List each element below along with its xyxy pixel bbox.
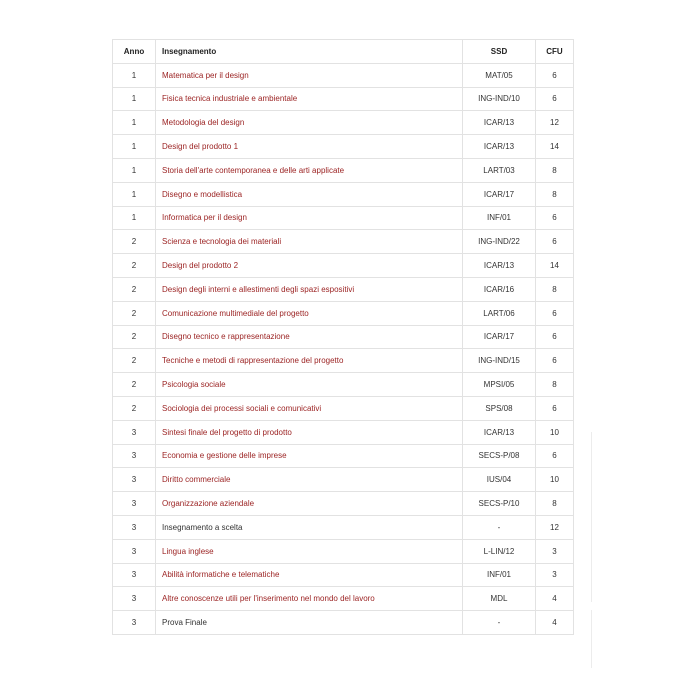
- cell-anno: 2: [113, 349, 156, 373]
- course-table-container: [112, 39, 573, 635]
- cell-ssd: INF/01: [463, 563, 536, 587]
- cell-anno: 3: [113, 611, 156, 635]
- cell-cfu: 6: [536, 396, 574, 420]
- table-row: [113, 135, 574, 159]
- cell-anno: 3: [113, 468, 156, 492]
- cell-ssd: INF/01: [463, 206, 536, 230]
- course-link[interactable]: Organizzazione aziendale: [156, 492, 463, 516]
- cell-cfu: 6: [536, 349, 574, 373]
- table-row: [113, 301, 574, 325]
- table-row: [113, 539, 574, 563]
- cell-anno: 3: [113, 539, 156, 563]
- table-row: [113, 611, 574, 635]
- table-row: [113, 563, 574, 587]
- cell-anno: 2: [113, 254, 156, 278]
- cell-ssd: SECS-P/08: [463, 444, 536, 468]
- cell-cfu: 6: [536, 444, 574, 468]
- course-link[interactable]: Scienza e tecnologia dei materiali: [156, 230, 463, 254]
- cell-ssd: SECS-P/10: [463, 492, 536, 516]
- cell-cfu: 8: [536, 492, 574, 516]
- table-row: [113, 111, 574, 135]
- course-link[interactable]: Metodologia del design: [156, 111, 463, 135]
- cell-ssd: ICAR/13: [463, 111, 536, 135]
- cell-ssd: ING-IND/22: [463, 230, 536, 254]
- cell-cfu: 6: [536, 63, 574, 87]
- cell-anno: 2: [113, 325, 156, 349]
- course-link[interactable]: Design degli interni e allestimenti degli spazi espositivi: [156, 277, 463, 301]
- cell-cfu: 14: [536, 254, 574, 278]
- cell-anno: 1: [113, 135, 156, 159]
- cell-anno: 2: [113, 277, 156, 301]
- table-row: [113, 254, 574, 278]
- header-insegnamento: Insegnamento: [156, 40, 463, 64]
- table-row: [113, 587, 574, 611]
- table-row: [113, 230, 574, 254]
- table-row: [113, 492, 574, 516]
- course-link[interactable]: Abilità informatiche e telematiche: [156, 563, 463, 587]
- cell-ssd: LART/06: [463, 301, 536, 325]
- cell-ssd: ING-IND/15: [463, 349, 536, 373]
- cell-ssd: ICAR/13: [463, 135, 536, 159]
- cell-cfu: 4: [536, 611, 574, 635]
- course-link[interactable]: Economia e gestione delle imprese: [156, 444, 463, 468]
- cell-ssd: ICAR/16: [463, 277, 536, 301]
- course-link[interactable]: Fisica tecnica industriale e ambientale: [156, 87, 463, 111]
- cell-anno: 2: [113, 373, 156, 397]
- table-row: [113, 373, 574, 397]
- course-link[interactable]: Matematica per il design: [156, 63, 463, 87]
- table-row: [113, 63, 574, 87]
- header-cfu: CFU: [536, 40, 574, 64]
- table-row: [113, 396, 574, 420]
- course-name: Insegnamento a scelta: [156, 515, 463, 539]
- cell-ssd: IUS/04: [463, 468, 536, 492]
- cell-ssd: ICAR/17: [463, 325, 536, 349]
- cell-anno: 1: [113, 182, 156, 206]
- cell-anno: 3: [113, 515, 156, 539]
- cell-cfu: 6: [536, 230, 574, 254]
- cell-ssd: MDL: [463, 587, 536, 611]
- table-header: [113, 40, 574, 64]
- course-table: [112, 39, 574, 635]
- cell-anno: 2: [113, 301, 156, 325]
- course-link[interactable]: Psicologia sociale: [156, 373, 463, 397]
- course-link[interactable]: Informatica per il design: [156, 206, 463, 230]
- cell-anno: 3: [113, 444, 156, 468]
- course-link[interactable]: Sociologia dei processi sociali e comunicativi: [156, 396, 463, 420]
- cell-ssd: L-LIN/12: [463, 539, 536, 563]
- course-link[interactable]: Disegno tecnico e rappresentazione: [156, 325, 463, 349]
- cell-cfu: 4: [536, 587, 574, 611]
- course-link[interactable]: Disegno e modellistica: [156, 182, 463, 206]
- cell-anno: 2: [113, 396, 156, 420]
- cell-ssd: ING-IND/10: [463, 87, 536, 111]
- table-row: [113, 87, 574, 111]
- cell-cfu: 12: [536, 111, 574, 135]
- cell-cfu: 6: [536, 87, 574, 111]
- cell-cfu: 8: [536, 158, 574, 182]
- cell-anno: 3: [113, 563, 156, 587]
- cell-cfu: 10: [536, 468, 574, 492]
- table-row: [113, 182, 574, 206]
- course-link[interactable]: Design del prodotto 2: [156, 254, 463, 278]
- cell-ssd: MPSI/05: [463, 373, 536, 397]
- header-ssd: SSD: [463, 40, 536, 64]
- course-name: Prova Finale: [156, 611, 463, 635]
- cell-anno: 2: [113, 230, 156, 254]
- cell-ssd: ICAR/17: [463, 182, 536, 206]
- table-row: [113, 349, 574, 373]
- course-link[interactable]: Diritto commerciale: [156, 468, 463, 492]
- table-row: [113, 468, 574, 492]
- cell-anno: 3: [113, 492, 156, 516]
- table-row: [113, 420, 574, 444]
- cell-cfu: 3: [536, 539, 574, 563]
- table-row: [113, 158, 574, 182]
- cell-anno: 1: [113, 63, 156, 87]
- cell-cfu: 6: [536, 206, 574, 230]
- course-link[interactable]: Tecniche e metodi di rappresentazione del progetto: [156, 349, 463, 373]
- cell-cfu: 10: [536, 420, 574, 444]
- table-body: [113, 63, 574, 634]
- cell-cfu: 12: [536, 515, 574, 539]
- cell-cfu: 6: [536, 301, 574, 325]
- cell-anno: 1: [113, 158, 156, 182]
- cell-cfu: 3: [536, 563, 574, 587]
- table-row: [113, 206, 574, 230]
- header-anno: Anno: [113, 40, 156, 64]
- cell-cfu: 8: [536, 373, 574, 397]
- course-link[interactable]: Sintesi finale del progetto di prodotto: [156, 420, 463, 444]
- cell-anno: 1: [113, 206, 156, 230]
- cell-ssd: LART/03: [463, 158, 536, 182]
- course-link[interactable]: Storia dell'arte contemporanea e delle arti applicate: [156, 158, 463, 182]
- cell-anno: 3: [113, 420, 156, 444]
- cell-cfu: 6: [536, 325, 574, 349]
- right-divider-lower: [591, 610, 592, 668]
- table-row: [113, 444, 574, 468]
- table-row: [113, 515, 574, 539]
- cell-ssd: MAT/05: [463, 63, 536, 87]
- header-row: [113, 40, 574, 64]
- course-link[interactable]: Lingua inglese: [156, 539, 463, 563]
- course-link[interactable]: Design del prodotto 1: [156, 135, 463, 159]
- cell-cfu: 8: [536, 277, 574, 301]
- cell-ssd: -: [463, 515, 536, 539]
- cell-cfu: 8: [536, 182, 574, 206]
- cell-anno: 1: [113, 111, 156, 135]
- cell-ssd: -: [463, 611, 536, 635]
- course-link[interactable]: Comunicazione multimediale del progetto: [156, 301, 463, 325]
- cell-ssd: ICAR/13: [463, 254, 536, 278]
- table-row: [113, 325, 574, 349]
- cell-cfu: 14: [536, 135, 574, 159]
- cell-anno: 3: [113, 587, 156, 611]
- course-link[interactable]: Altre conoscenze utili per l'inserimento nel mondo del lavoro: [156, 587, 463, 611]
- cell-anno: 1: [113, 87, 156, 111]
- table-row: [113, 277, 574, 301]
- cell-ssd: SPS/08: [463, 396, 536, 420]
- cell-ssd: ICAR/13: [463, 420, 536, 444]
- right-divider-upper: [591, 432, 592, 602]
